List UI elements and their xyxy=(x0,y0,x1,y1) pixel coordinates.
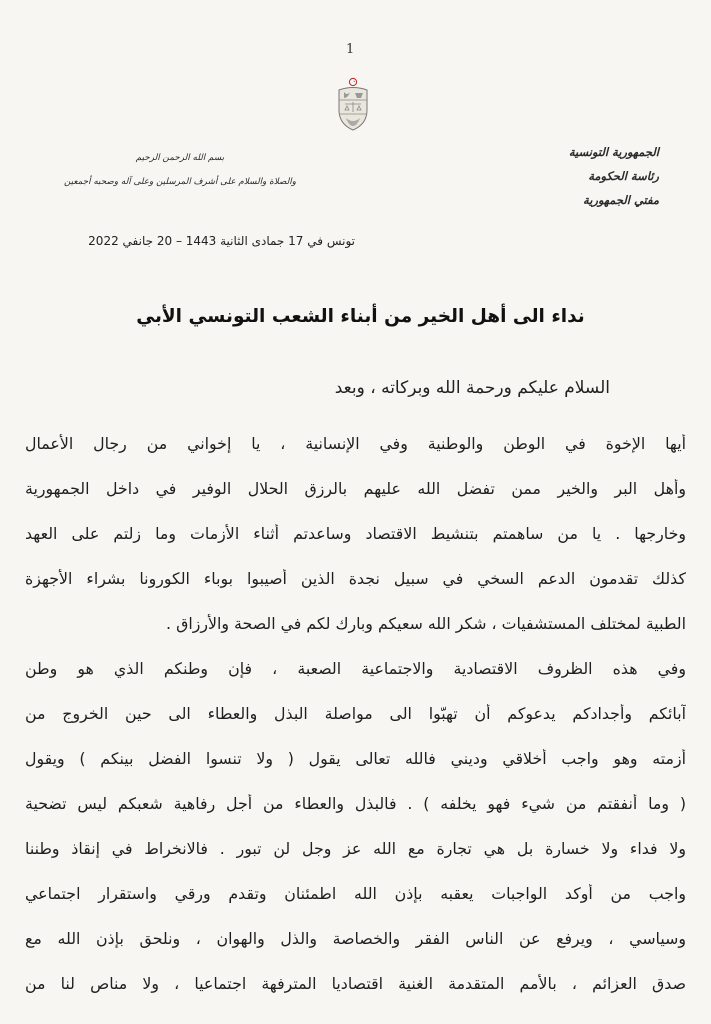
authority-line: مفتي الجمهورية xyxy=(583,193,659,207)
body-line: وسياسي ، ويرفع عن الناس الفقر والخصاصة والذل والهوان ، ونلحق بإذن الله مع xyxy=(25,929,686,948)
body-line: كذلك تقدمون الدعم السخي في سبيل نجدة الذين أصيبوا بوباء الكورونا بشراء الأجهزة xyxy=(25,569,686,588)
body-line: ( وما أنفقتم من شيء فهو يخلفه ) . فالبذل والعطاء من أجل رفاهية شعبكم ليس تضحية xyxy=(25,794,686,813)
body-line: صدق العزائم ، بالأمم المتقدمة الغنية اقتصاديا المترفهة اجتماعيا ، ولا مناص لنا من xyxy=(25,974,686,993)
tunisia-coat-of-arms-icon xyxy=(333,76,373,134)
authority-line: الجمهورية التونسية xyxy=(568,145,659,159)
body-line: ولا فداء ولا خسارة بل هي تجارة مع الله عز وجل لن تبور . فالانخراط في إنقاذ وطننا xyxy=(25,839,686,858)
body-line: أيها الإخوة في الوطن والوطنية وفي الإنسانية ، يا إخواني من رجال الأعمال xyxy=(25,434,686,453)
document-title: نداء الى أهل الخير من أبناء الشعب التونسي الأبي xyxy=(136,306,585,327)
page-number: 1 xyxy=(346,42,355,57)
basmala-line: بسم الله الرحمن الرحيم xyxy=(135,153,225,163)
date-line: تونس في 17 جمادى الثانية 1443 – 20 جانفي 2022 xyxy=(88,234,355,248)
body-line: الطبية لمختلف المستشفيات ، شكر الله سعيكم وبارك لكم في الصحة والأرزاق . xyxy=(166,614,686,633)
authority-line: رئاسة الحكومة xyxy=(588,169,659,183)
body-line: وأهل البر والخير ممن تفضل الله عليهم بالرزق الحلال الوفير في داخل الجمهورية xyxy=(25,479,686,498)
basmala-line: والصلاة والسلام على أشرف المرسلين وعلى آله وصحبه أجمعين xyxy=(63,177,297,187)
body-line: واجب من أوكد الواجبات يعقبه بإذن الله اطمئنان وتقدم ورقي واستقرار اجتماعي xyxy=(25,884,686,903)
body-line: وفي هذه الظروف الاقتصادية والاجتماعية الصعبة ، فإن وطنكم الذي هو وطن xyxy=(25,659,686,678)
basmala xyxy=(60,146,300,194)
body-line: آبائكم وأجدادكم يدعوكم أن تهبّوا الى مواصلة البذل والعطاء الى حين الخروج من xyxy=(25,704,686,723)
body-line: أزمته وهو واجب أخلاقي وديني فالله تعالى يقول ( ولا تنسوا الفضل بينكم ) ويقول xyxy=(25,749,686,768)
greeting: السلام عليكم ورحمة الله وبركاته ، وبعد xyxy=(334,378,610,398)
body-line: وخارجها . يا من ساهمتم بتنشيط الاقتصاد وساعدتم أثناء الأزمات وما زلتم على العهد xyxy=(25,524,686,543)
issuing-authority xyxy=(489,140,659,212)
